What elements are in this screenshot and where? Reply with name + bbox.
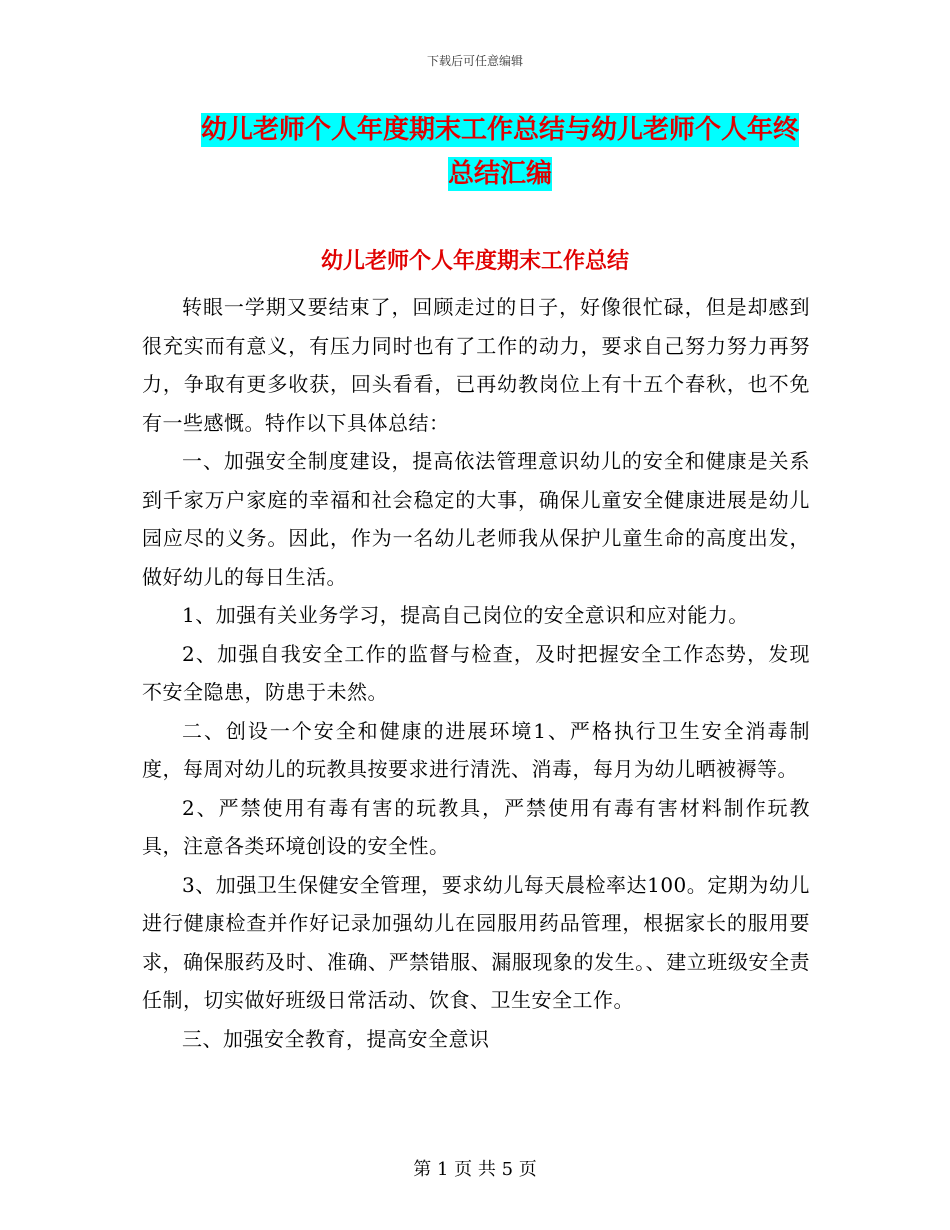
header-note: 下载后可任意编辑 (426, 54, 523, 68)
paragraph: 2、严禁使用有毒有害的玩教具，严禁使用有毒有害材料制作玩教具，注意各类环境创设的安全性。 (142, 795, 810, 858)
main-title (140, 108, 860, 196)
paragraph: 2、加强自我安全工作的监督与检查，及时把握安全工作态势，发现不安全隐患，防患于未然。 (142, 641, 810, 704)
paragraph: 3、加强卫生保健安全管理，要求幼儿每天晨检率达100。定期为幼儿进行健康检查并作好记录加强幼儿在园服用药品管理，根据家长的服用要求，确保服药及时、准确、严禁错服、漏服现象的发生。、建立班级安全责任制，切实做好班级日常活动、饮食、卫生安全工作。 (142, 872, 810, 1012)
paragraph: 一、加强安全制度建设，提高依法管理意识幼儿的安全和健康是关系到千家万户家庭的幸福和社会稳定的大事，确保儿童安全健康进展是幼儿园应尽的义务。因此，作为一名幼儿老师我从保护儿童生命的高度出发，做好幼儿的每日生活。 (142, 449, 810, 589)
paragraph: 1、加强有关业务学习，提高自己岗位的安全意识和应对能力。 (182, 603, 749, 627)
main-title-line-1: 幼儿老师个人年度期末工作总结与幼儿老师个人年终 (200, 115, 799, 145)
paragraph: 二、创设一个安全和健康的进展环境1、严格执行卫生安全消毒制度，每周对幼儿的玩教具按要求进行清洗、消毒，每月为幼儿晒被褥等。 (142, 718, 810, 781)
section-title: 幼儿老师个人年度期末工作总结 (320, 249, 629, 274)
paragraph: 转眼一学期又要结束了，回顾走过的日子，好像很忙碌，但是却感到很充实而有意义，有压力同时也有了工作的动力，要求自己努力努力再努力，争取有更多收获，回头看看，已再幼教岗位上有十五个春秋，也不免有一些感慨。特作以下具体总结： (142, 295, 810, 435)
main-title-line-2: 总结汇编 (447, 159, 552, 189)
page-footer: 第 1 页 共 5 页 (413, 1159, 537, 1180)
body-text (142, 288, 810, 1058)
paragraph: 三、加强安全教育，提高安全意识 (182, 1026, 490, 1051)
